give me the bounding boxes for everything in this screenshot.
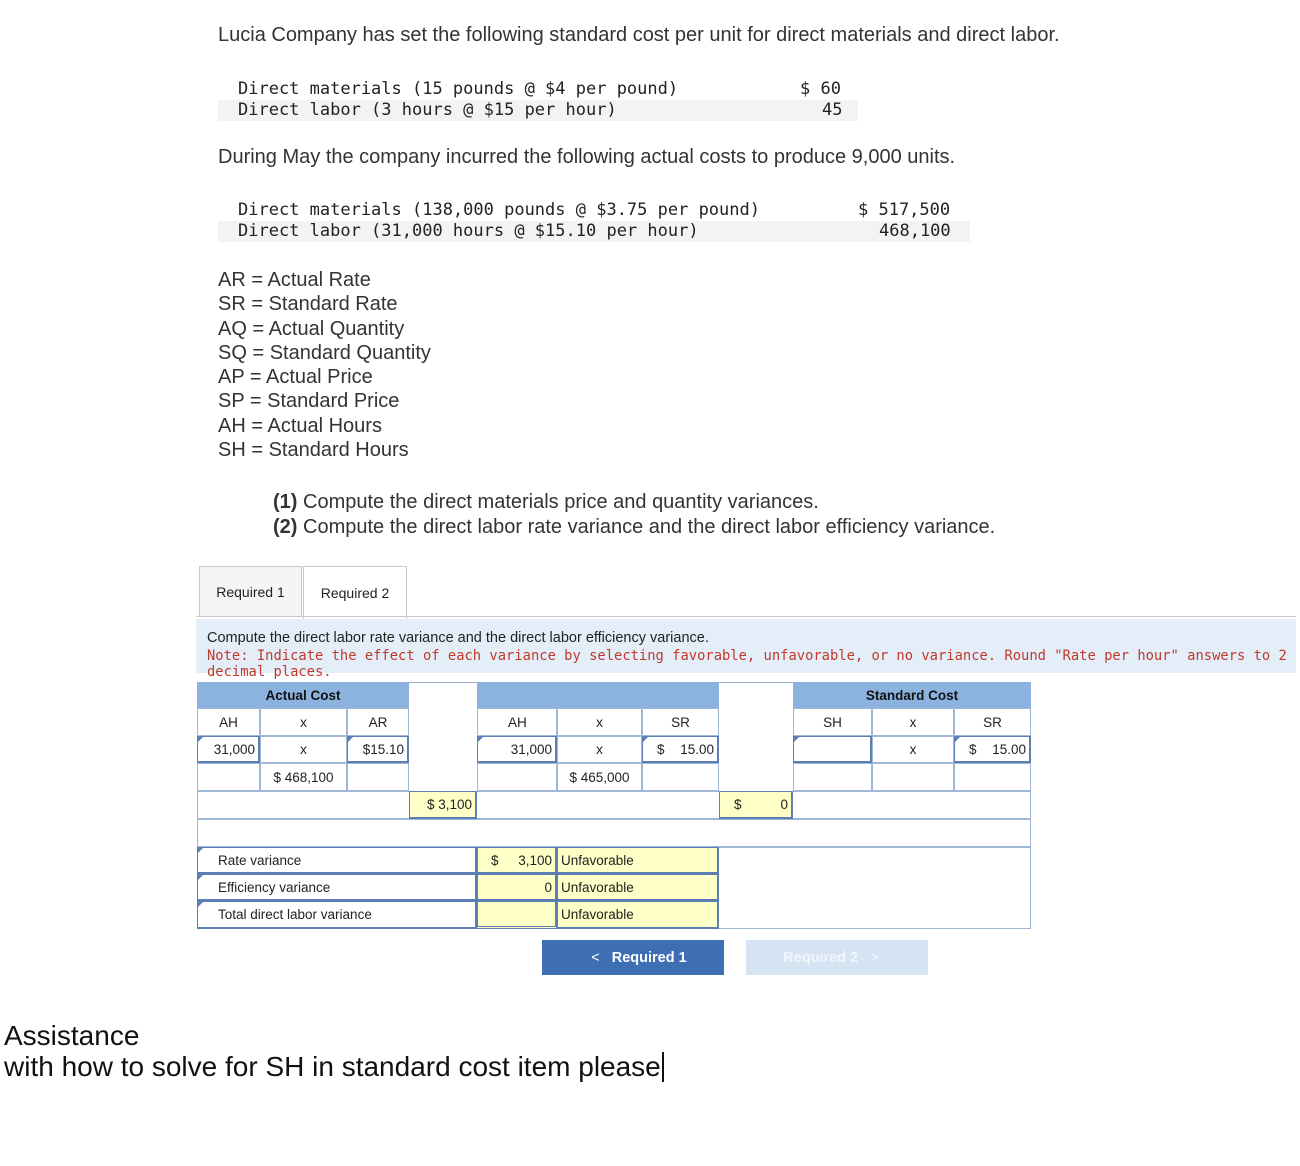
variance-row bbox=[197, 791, 1031, 819]
definition-item: SQ = Standard Quantity bbox=[218, 341, 431, 364]
tab-required-1[interactable]: Required 1 bbox=[199, 566, 302, 617]
actual-cost-row bbox=[218, 221, 970, 242]
next-required-button[interactable] bbox=[746, 940, 928, 975]
actual-cost-amount: $ 517,500 bbox=[858, 200, 951, 220]
intro-text: Lucia Company has set the following standard cost per unit for direct materials and direct labor. bbox=[218, 24, 1060, 46]
standard-cost-amount: $ 60 bbox=[800, 79, 841, 99]
assistance-text[interactable] bbox=[4, 1020, 664, 1082]
dollar-sign: $ bbox=[969, 741, 977, 757]
input-marker bbox=[478, 737, 483, 742]
assistance-line-1: Assistance bbox=[4, 1020, 140, 1051]
during-text: During May the company incurred the following actual costs to produce 9,000 units. bbox=[218, 146, 956, 168]
summary-label-rate[interactable]: Rate variance bbox=[197, 847, 477, 874]
standard-cost-row bbox=[218, 79, 858, 100]
standard-cost-amount: 45 bbox=[822, 100, 843, 120]
ah-label: AH bbox=[477, 708, 557, 736]
times-sign: x bbox=[872, 708, 954, 736]
actual-cost-row bbox=[218, 200, 970, 221]
note-text: Note: Indicate the effect of each variance by selecting favorable, unfavorable, or no variance. Round "Rate per hour" answers to 2 decimal places. bbox=[207, 648, 1287, 680]
blank-cell bbox=[642, 763, 719, 791]
ar-label: AR bbox=[347, 708, 409, 736]
efficiency-variance-amount[interactable] bbox=[719, 791, 793, 819]
middle-ah-input[interactable]: 31,000 bbox=[477, 736, 557, 763]
requirement-text: Compute the direct materials price and quantity variances. bbox=[297, 491, 819, 513]
standard-cost-row bbox=[218, 100, 858, 121]
input-marker bbox=[348, 737, 353, 742]
actual-cost-label: Direct materials (138,000 pounds @ $3.75 per pound) bbox=[238, 200, 760, 220]
summary-effect-rate[interactable]: Unfavorable bbox=[557, 847, 719, 874]
sr-label: SR bbox=[642, 708, 719, 736]
definition-item: AQ = Actual Quantity bbox=[218, 317, 405, 340]
standard-sr-value: 15.00 bbox=[992, 741, 1026, 757]
definition-item: AP = Actual Price bbox=[218, 366, 373, 389]
sr-label: SR bbox=[954, 708, 1031, 736]
input-marker bbox=[955, 737, 960, 742]
summary-amount-value: 3,100 bbox=[518, 852, 552, 868]
chevron-right-icon: > bbox=[870, 949, 879, 966]
input-marker bbox=[794, 737, 799, 742]
standard-cost-label: Direct materials (15 pounds @ $4 per pound) bbox=[238, 79, 679, 99]
input-marker bbox=[198, 902, 203, 907]
definition-item: SR = Standard Rate bbox=[218, 293, 398, 316]
times-sign: x bbox=[872, 736, 954, 763]
actual-cost-amount: 468,100 bbox=[879, 221, 951, 241]
requirement-text: Compute the direct labor rate variance and the direct labor efficiency variance. bbox=[297, 516, 996, 538]
header-spacer bbox=[409, 682, 477, 708]
requirements-list bbox=[273, 490, 995, 540]
definitions-list bbox=[218, 268, 431, 462]
actual-ah-input[interactable]: 31,000 bbox=[197, 736, 260, 763]
rate-variance-amount[interactable]: $ 3,100 bbox=[409, 791, 477, 819]
input-marker bbox=[198, 848, 203, 853]
assistance-line-2-text: with how to solve for SH in standard cost item please bbox=[4, 1051, 661, 1082]
input-marker bbox=[198, 737, 203, 742]
middle-sr-input[interactable] bbox=[642, 736, 719, 763]
standard-sr-input[interactable] bbox=[954, 736, 1031, 763]
summary-effect-efficiency[interactable]: Unfavorable bbox=[557, 874, 719, 901]
requirement-number: (2) bbox=[273, 516, 298, 538]
prev-required-button[interactable] bbox=[542, 940, 724, 975]
actual-cost-table bbox=[218, 200, 970, 242]
summary-amount-efficiency[interactable]: 0 bbox=[477, 874, 557, 901]
middle-header bbox=[477, 682, 719, 708]
definition-item: AH = Actual Hours bbox=[218, 414, 382, 437]
dollar-sign: $ bbox=[734, 797, 742, 812]
instruction-text: Compute the direct labor rate variance and the direct labor efficiency variance. bbox=[207, 630, 709, 646]
dollar-sign: $ bbox=[491, 852, 499, 868]
blank-cell bbox=[477, 763, 557, 791]
requirement-item bbox=[273, 515, 995, 540]
standard-sh-input[interactable] bbox=[793, 736, 872, 763]
actual-total: $ 468,100 bbox=[260, 763, 347, 791]
times-sign: x bbox=[260, 736, 347, 763]
standard-cost-header: Standard Cost bbox=[793, 682, 1031, 708]
blank-cell bbox=[197, 763, 260, 791]
prev-button-label: Required 1 bbox=[611, 949, 687, 966]
text-cursor bbox=[662, 1052, 664, 1082]
standard-cost-label: Direct labor (3 hours @ $15 per hour) bbox=[238, 100, 617, 120]
assistance-line-2 bbox=[4, 1051, 664, 1082]
times-sign: x bbox=[557, 736, 642, 763]
requirement-item bbox=[273, 490, 995, 515]
input-marker bbox=[643, 737, 648, 742]
blank-cell bbox=[347, 763, 409, 791]
requirement-number: (1) bbox=[273, 491, 298, 513]
header-spacer bbox=[719, 682, 793, 708]
actual-cost-label: Direct labor (31,000 hours @ $15.10 per hour) bbox=[238, 221, 699, 241]
blank-cell bbox=[954, 763, 1031, 791]
blank-cell bbox=[872, 763, 954, 791]
tab-divider bbox=[196, 616, 1296, 617]
input-marker bbox=[198, 875, 203, 880]
instruction-banner bbox=[196, 619, 1296, 680]
tab-required-2[interactable]: Required 2 bbox=[303, 566, 407, 619]
actual-cost-header: Actual Cost bbox=[197, 682, 409, 708]
sh-label: SH bbox=[793, 708, 872, 736]
middle-total: $ 465,000 bbox=[557, 763, 642, 791]
definition-item: SP = Standard Price bbox=[218, 390, 400, 413]
summary-label-total[interactable]: Total direct labor variance bbox=[197, 901, 477, 929]
definition-item: SH = Standard Hours bbox=[218, 439, 409, 462]
summary-effect-total[interactable]: Unfavorable bbox=[557, 901, 719, 929]
dollar-sign: $ bbox=[657, 741, 665, 757]
blank-cell bbox=[793, 763, 872, 791]
next-button-label: Required 2 bbox=[783, 949, 859, 966]
definition-item: AR = Actual Rate bbox=[218, 269, 371, 291]
chevron-left-icon: < bbox=[591, 949, 600, 966]
standard-cost-table bbox=[218, 79, 858, 121]
summary-label-efficiency[interactable]: Efficiency variance bbox=[197, 874, 477, 901]
summary-amount-rate[interactable] bbox=[477, 847, 557, 874]
middle-sr-value: 15.00 bbox=[680, 741, 714, 757]
ah-label: AH bbox=[197, 708, 260, 736]
summary-amount-total[interactable] bbox=[477, 901, 557, 929]
blank-row bbox=[197, 819, 1031, 847]
actual-ar-input[interactable]: $15.10 bbox=[347, 736, 409, 763]
times-sign: x bbox=[557, 708, 642, 736]
times-sign: x bbox=[260, 708, 347, 736]
efficiency-variance-value: 0 bbox=[780, 797, 788, 812]
